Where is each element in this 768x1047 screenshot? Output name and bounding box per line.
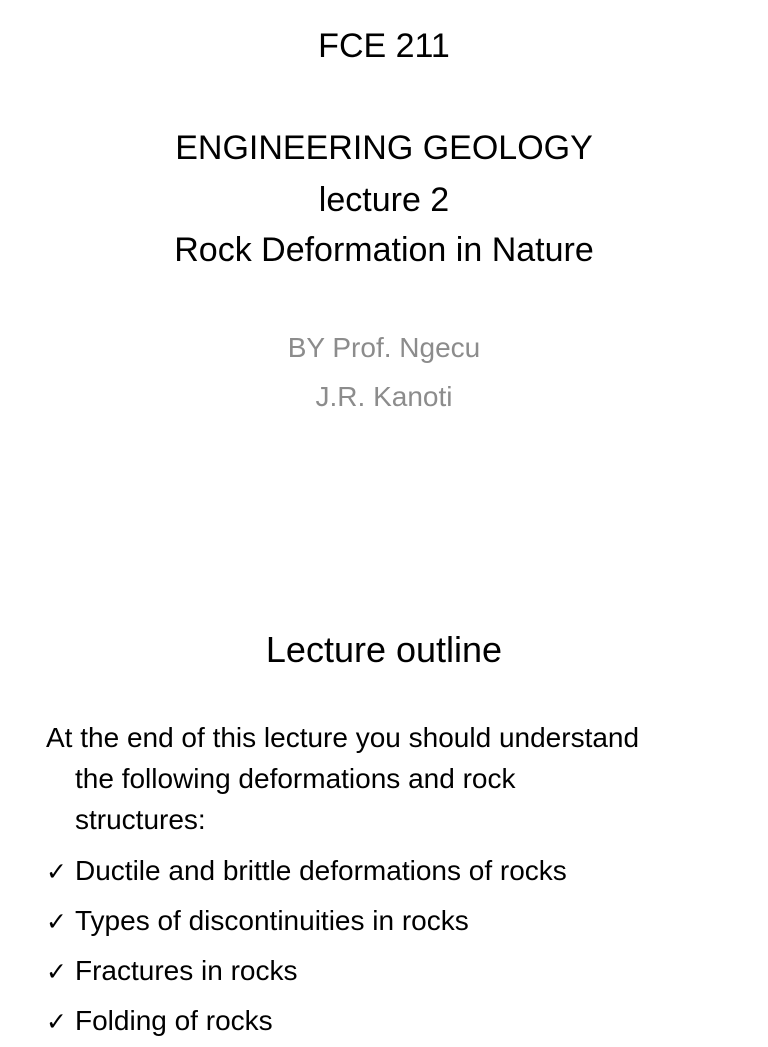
outline-bullet-text: Types of discontinuities in rocks [75, 905, 469, 936]
outline-heading: Lecture outline [265, 629, 503, 670]
check-mark-icon: ✓ [46, 1007, 67, 1036]
check-mark-icon: ✓ [46, 857, 67, 886]
course-code: FCE 211 [318, 27, 450, 65]
outline-slide [0, 576, 768, 1036]
course-title: ENGINEERING GEOLOGY [175, 129, 593, 167]
check-mark-icon: ✓ [46, 957, 67, 986]
lecture-topic: Rock Deformation in Nature [174, 231, 594, 269]
outline-bullet [46, 946, 746, 996]
intro-line: the following deformations and rock [75, 763, 516, 794]
outline-bullet [46, 896, 746, 946]
outline-bullet [46, 846, 746, 896]
intro-line: structures: [75, 804, 206, 835]
outline-bullet-text: Folding of rocks [75, 1005, 273, 1036]
check-mark-icon: ✓ [46, 907, 67, 936]
lecture-number: lecture 2 [318, 181, 450, 219]
outline-bullet [46, 996, 746, 1046]
outline-bullet-text: Ductile and brittle deformations of rocks [75, 855, 567, 886]
author-line-1: BY Prof. Ngecu [287, 332, 481, 363]
intro-paragraph [46, 717, 736, 840]
outline-bullet-text: Fractures in rocks [75, 955, 298, 986]
outline-bullet-list [46, 846, 746, 1046]
intro-line: At the end of this lecture you should understand [46, 722, 640, 753]
author-line-2: J.R. Kanoti [315, 381, 453, 412]
